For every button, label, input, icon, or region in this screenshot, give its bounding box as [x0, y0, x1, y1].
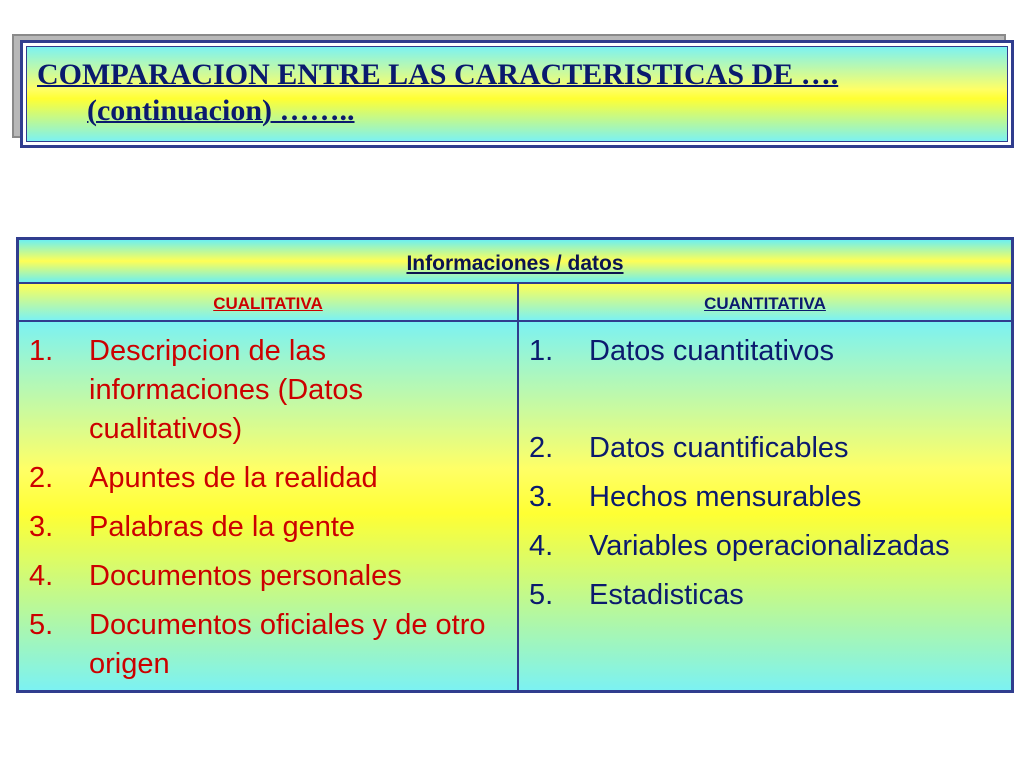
list-item-number: 4.	[529, 530, 554, 562]
list-item-number: 2.	[29, 462, 54, 494]
list-item	[29, 332, 504, 449]
column-label-cuantitativa: CUANTITATIVA	[704, 294, 826, 313]
list-item	[29, 606, 504, 684]
list-item-number: 4.	[29, 560, 54, 592]
title-banner	[20, 40, 1014, 148]
list-item-text: Palabras de la gente	[89, 511, 356, 543]
column-label-cualitativa: CUALITATIVA	[213, 294, 323, 313]
list-item	[529, 429, 999, 468]
column-cuantitativa	[519, 322, 1011, 690]
table-header-row	[19, 240, 1011, 284]
list-item-text: Hechos mensurables	[589, 481, 862, 513]
list-item	[529, 332, 999, 371]
list-item	[529, 527, 999, 566]
list-item-text: Datos cuantitativos	[589, 335, 835, 367]
list-item-text: Descripcion de las informaciones (Datos cualitativos)	[89, 335, 363, 445]
list-item-text: Estadisticas	[589, 579, 744, 611]
slide-title-line-1: COMPARACION ENTRE LAS CARACTERISTICAS DE ….	[37, 58, 839, 91]
list-item-number: 3.	[529, 481, 554, 513]
list-item	[529, 576, 999, 615]
list-item-text: Datos cuantificables	[589, 432, 849, 464]
list-item	[29, 508, 504, 547]
cuantitativa-list	[529, 332, 999, 615]
column-header-cuantitativa	[519, 284, 1011, 322]
table-header-title: Informaciones / datos	[406, 252, 624, 275]
list-item	[529, 478, 999, 517]
column-cualitativa	[19, 322, 519, 690]
cualitativa-list	[29, 332, 504, 684]
list-item-number: 5.	[29, 609, 54, 641]
list-item-text: Apuntes de la realidad	[89, 462, 378, 494]
column-header-cualitativa	[19, 284, 519, 322]
list-item-number: 1.	[529, 335, 554, 367]
list-item-text: Variables operacionalizadas	[589, 530, 950, 562]
slide-title	[37, 57, 987, 129]
list-item-text: Documentos personales	[89, 560, 402, 592]
list-item	[29, 557, 504, 596]
list-item-number: 3.	[29, 511, 54, 543]
list-item	[29, 459, 504, 498]
list-item-number: 5.	[529, 579, 554, 611]
list-item-text: Documentos oficiales y de otro origen	[89, 609, 486, 680]
list-item-number: 2.	[529, 432, 554, 464]
slide-title-line-2: (continuacion) ……..	[87, 94, 355, 127]
comparison-table	[16, 237, 1014, 693]
list-item-number: 1.	[29, 335, 54, 367]
